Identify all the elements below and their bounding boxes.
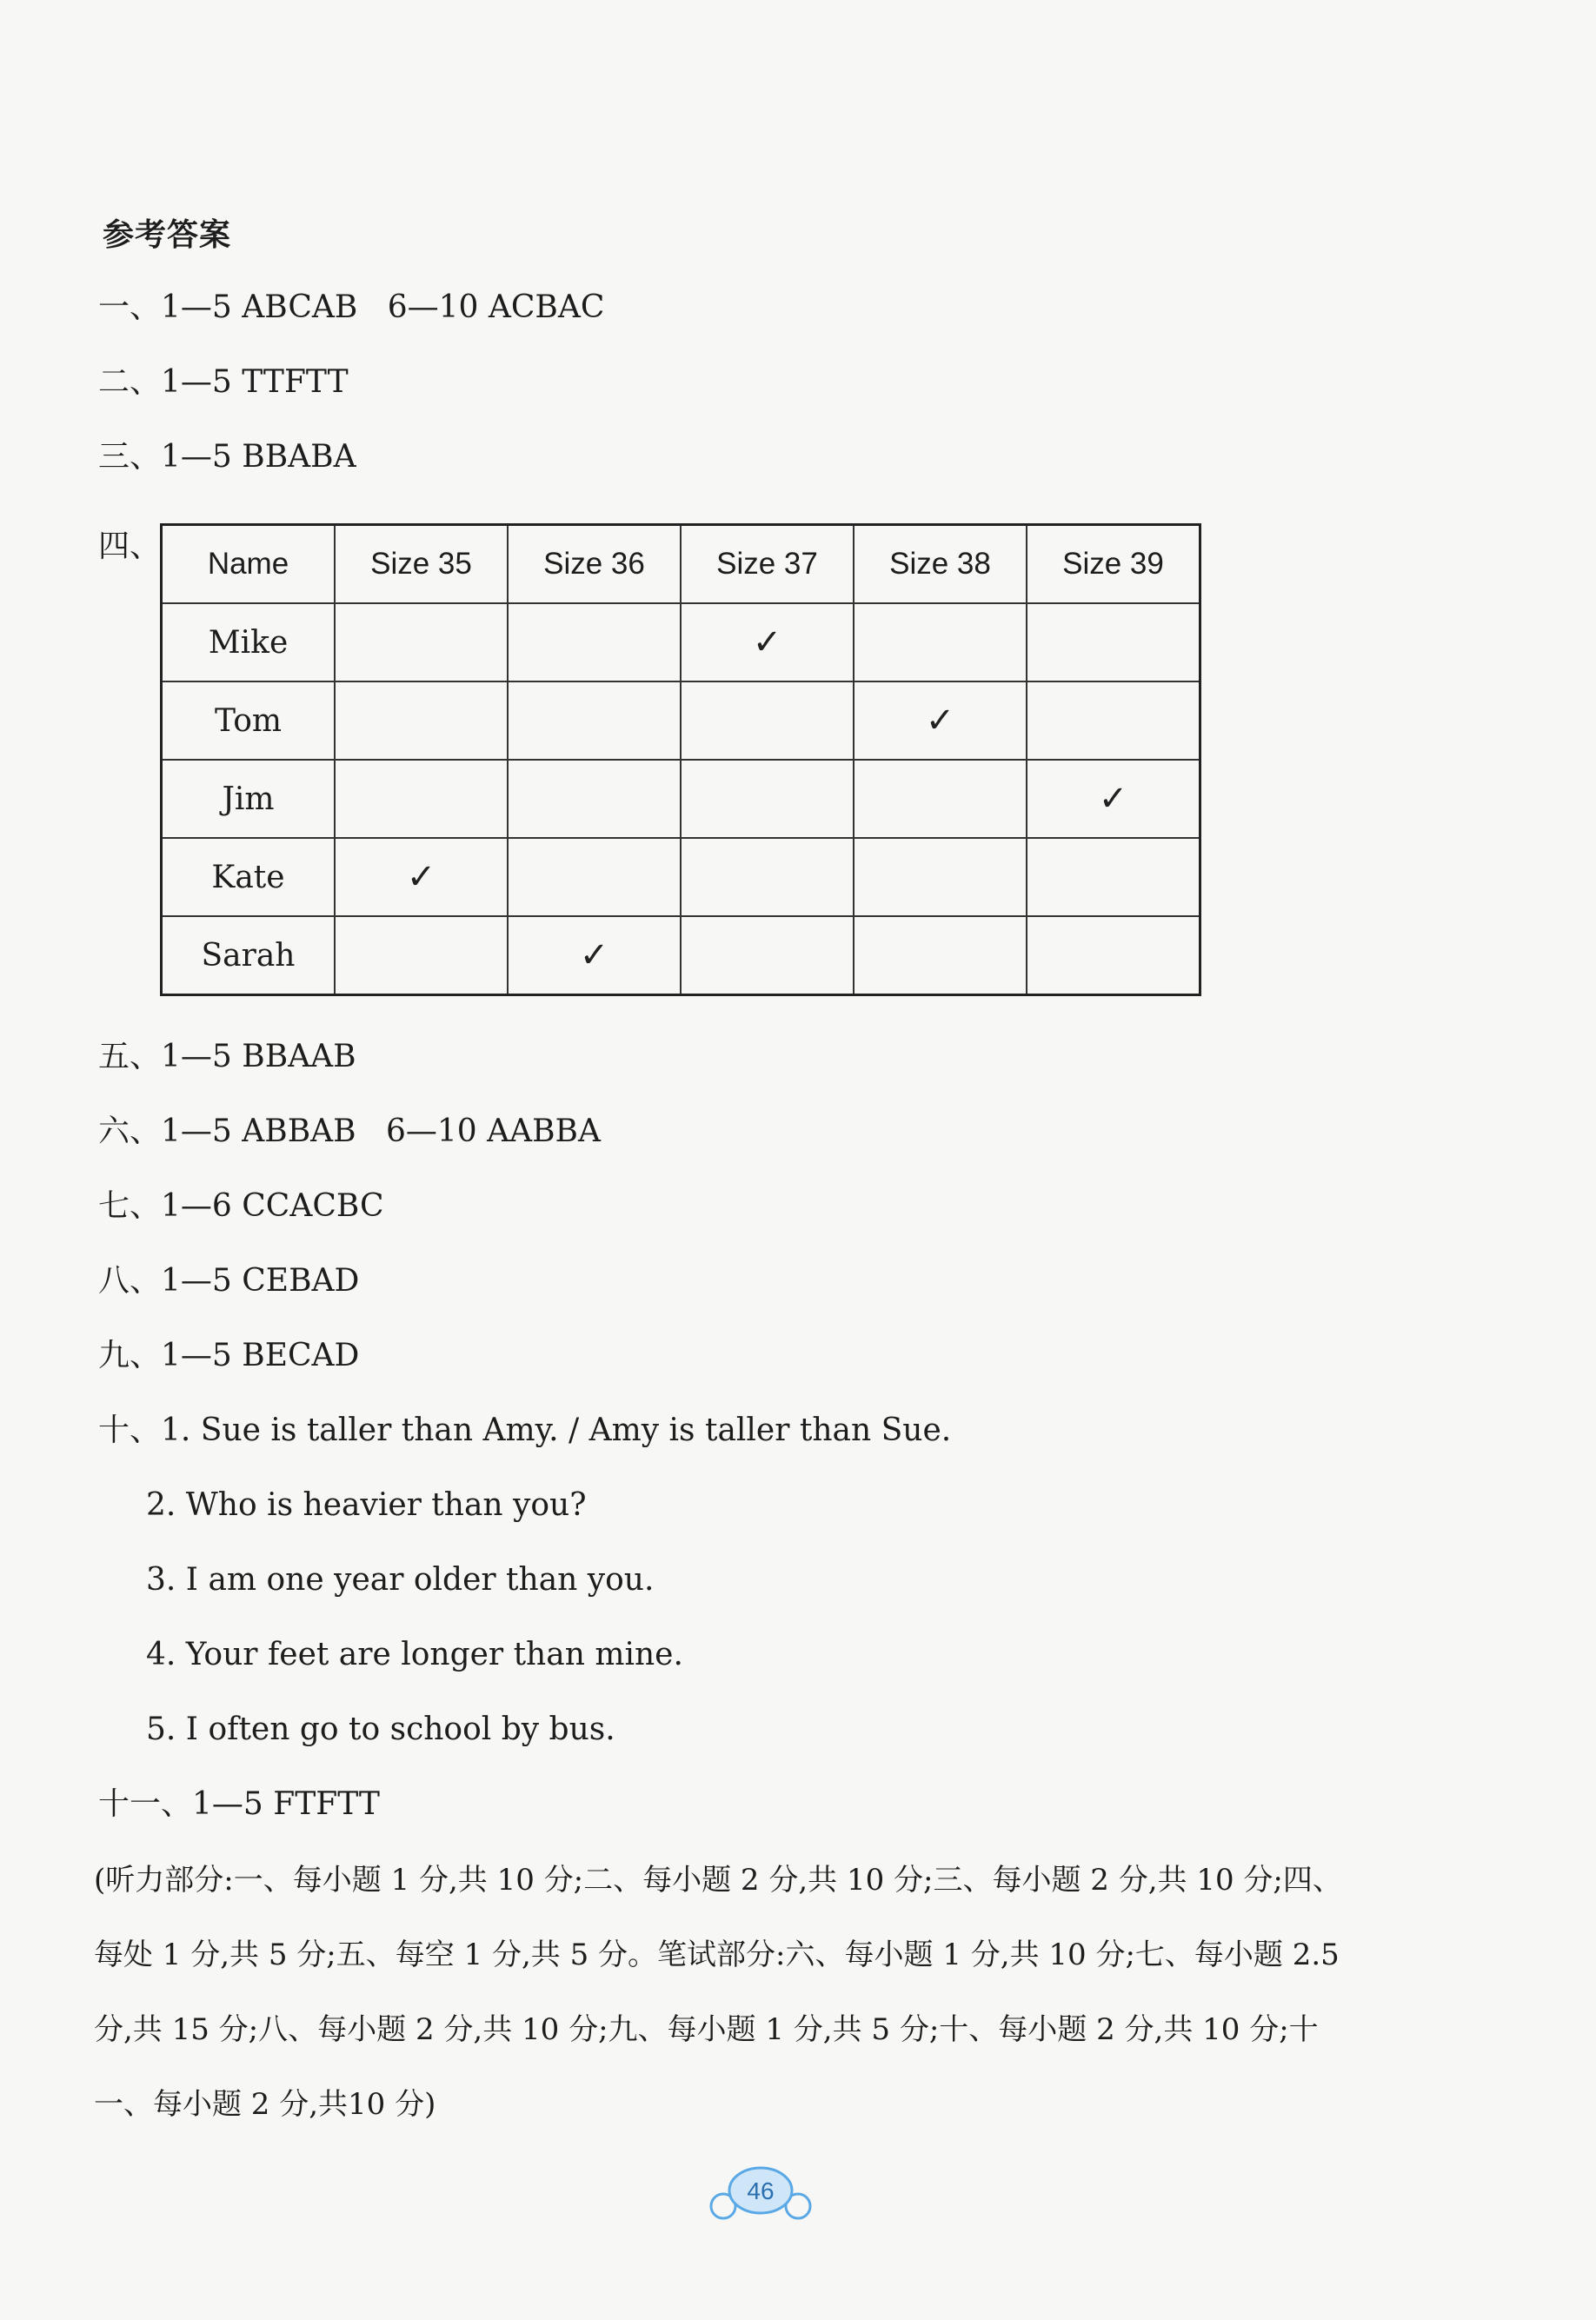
size-cell <box>854 760 1027 838</box>
check-mark-icon: ✓ <box>406 857 436 897</box>
header-name: Name <box>162 525 336 604</box>
answer-line-9: 九、1—5 BECAD <box>98 1338 360 1373</box>
size-cell <box>335 916 508 995</box>
table-body <box>162 603 1200 995</box>
scoring-note-line-4: 一、每小题 2 分,共10 分) <box>94 2087 436 2122</box>
size-cell <box>1027 681 1200 760</box>
scoring-note-line-2: 每处 1 分,共 5 分;五、每空 1 分,共 5 分。笔试部分:六、每小题 1 分,共 10 分;七、每小题 2.5 <box>94 1938 1340 1972</box>
size-cell <box>854 838 1027 916</box>
shoe-size-table <box>160 523 1201 996</box>
size-cell <box>681 681 854 760</box>
size-cell <box>681 760 854 838</box>
table-header-row <box>162 525 1200 604</box>
size-cell <box>1027 916 1200 995</box>
page-number: 46 <box>747 2177 775 2204</box>
header-size-35: Size 35 <box>335 525 508 604</box>
row-name-cell: Tom <box>162 681 336 760</box>
size-cell <box>508 603 681 681</box>
answer-line-11: 十一、1—5 FTFTT <box>98 1786 380 1822</box>
size-cell <box>335 838 508 916</box>
size-cell <box>854 603 1027 681</box>
answer-line-10: 十、1. Sue is taller than Amy. / Amy is taller than Sue. <box>98 1413 952 1448</box>
check-mark-icon: ✓ <box>925 701 955 741</box>
check-mark-icon: ✓ <box>752 622 782 662</box>
table-row <box>162 603 1200 681</box>
header-size-36: Size 36 <box>508 525 681 604</box>
answer-line-10-4: 4. Your feet are longer than mine. <box>146 1637 683 1672</box>
size-cell <box>508 916 681 995</box>
answer-line-10-3: 3. I am one year older than you. <box>146 1562 655 1598</box>
answer-line-6: 六、1—5 ABBAB 6—10 AABBA <box>98 1113 602 1149</box>
size-cell <box>335 760 508 838</box>
answer-line-2: 二、1—5 TTFTT <box>98 364 349 400</box>
size-cell <box>335 681 508 760</box>
size-cell <box>508 760 681 838</box>
size-cell <box>1027 760 1200 838</box>
table-row <box>162 838 1200 916</box>
table-row <box>162 681 1200 760</box>
scoring-note-line-1: (听力部分:一、每小题 1 分,共 10 分;二、每小题 2 分,共 10 分;三、每小题 2 分,共 10 分;四、 <box>94 1863 1342 1898</box>
page-number-badge <box>704 2163 817 2224</box>
answer-line-10-5: 5. I often go to school by bus. <box>146 1712 615 1747</box>
answer-line-1: 一、1—5 ABCAB 6—10 ACBAC <box>98 289 605 325</box>
table-row <box>162 760 1200 838</box>
answer-line-5: 五、1—5 BBAAB <box>98 1039 356 1074</box>
page-heading: 参考答案 <box>103 217 232 253</box>
answer-line-8: 八、1—5 CEBAD <box>98 1263 360 1299</box>
size-cell <box>681 838 854 916</box>
check-mark-icon: ✓ <box>579 935 609 975</box>
size-cell <box>335 603 508 681</box>
size-cell <box>508 838 681 916</box>
size-cell <box>1027 838 1200 916</box>
row-name-cell: Kate <box>162 838 336 916</box>
answer-line-10-2: 2. Who is heavier than you? <box>146 1487 587 1523</box>
size-cell <box>681 916 854 995</box>
header-size-37: Size 37 <box>681 525 854 604</box>
answer-line-3: 三、1—5 BBABA <box>98 439 356 475</box>
table-row <box>162 916 1200 995</box>
row-name-cell: Jim <box>162 760 336 838</box>
scoring-note-line-3: 分,共 15 分;八、每小题 2 分,共 10 分;九、每小题 1 分,共 5 分;十、每小题 2 分,共 10 分;十 <box>94 2012 1319 2047</box>
table-section-label: 四、 <box>98 528 162 564</box>
row-name-cell: Sarah <box>162 916 336 995</box>
row-name-cell: Mike <box>162 603 336 681</box>
size-cell <box>854 681 1027 760</box>
answer-line-7: 七、1—6 CCACBC <box>98 1188 384 1224</box>
size-cell <box>854 916 1027 995</box>
check-mark-icon: ✓ <box>1098 779 1128 819</box>
header-size-38: Size 38 <box>854 525 1027 604</box>
size-cell <box>508 681 681 760</box>
size-cell <box>1027 603 1200 681</box>
size-cell <box>681 603 854 681</box>
header-size-39: Size 39 <box>1027 525 1200 604</box>
